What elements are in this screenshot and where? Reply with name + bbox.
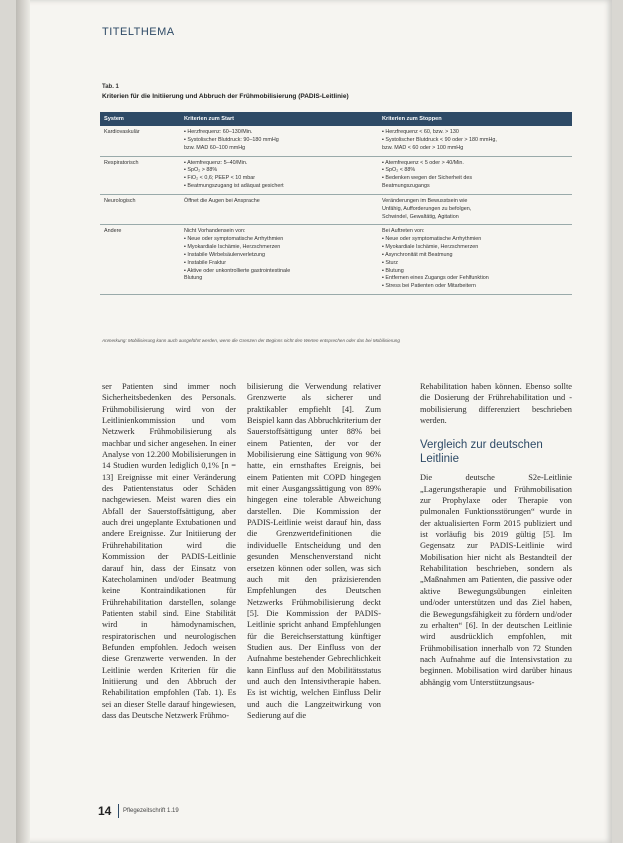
body-text: Rehabilitation haben können. Ebenso sollte die Dosierung der Frührehabilitation und -mobilisierung differenziert beschrieben werden. — [420, 382, 572, 426]
criterion-line: ▪ Neue oder symptomatische Arrhythmien — [382, 236, 482, 243]
criterion-line: ▪ Systolischer Blutdruck: 90–180 mmHg — [184, 136, 279, 143]
criterion-line: ▪ FiO₂ < 0,6; PEEP < 10 mbar — [184, 175, 256, 182]
text-column-3 — [420, 381, 572, 688]
body-text: ser Patienten sind immer noch Sicherheitsbedenken des Personals. Frühmobilisierung wird von der Leitlinienkommission und vom Netzwerk Frühmobilisierung als machbar und sicher angesehen. In einer Analyse von 12.200 Mobilisierungen in 14 Studien wurden lediglich 0,1% [n = 13] Ereignisse mit einer Veränderung des Patientenstatus oder Schäden nachgewiesen. Meist waren dies ein Abfall der Sauerstoffsättigung, aber auch drei ungeplante Extubationen und andere Ereignisse. Zur Initiierung der Frührehabilitation wird die Kommission der PADIS-Leitlinie darauf hin, dass der Einsatz von Katecholaminen und/oder Beatmung keine Kontraindikationen für Frührehabilitation darstellen, solange Patienten stabil sind. Eine Stabilität wird in hämodynamischen, respiratorischen und neurologischen Befunden empfohlen. Jedoch weisen diese Grenzwerte verwenden. In der Leitlinie werden Kriterien für die Initiierung und den Abbruch der Rehabilitation empfohlen (Tab. 1). Es sei an dieser Stelle darauf hingewiesen, dass das Deutsche Netzwerk Frühmo- — [102, 382, 236, 720]
table-label: Tab. 1 — [102, 84, 119, 90]
criterion-line: ▪ Herzfrequenz: 60–130/Min. — [184, 129, 253, 136]
criterion-line: ▪ Blutung — [382, 267, 404, 274]
criterion-line: ▪ Entfernen eines Zugangs oder Fehlfunktion — [382, 275, 489, 282]
criterion-line: Öffnet die Augen bei Ansprache — [184, 197, 260, 204]
criterion-line: ▪ Myokardiale Ischämie, Herzschmerzen — [382, 244, 479, 251]
start-criteria-cell — [180, 126, 378, 156]
section-label: TITELTHEMA — [102, 26, 175, 38]
criterion-line: ▪ SpO₂ < 88% — [382, 167, 416, 174]
criterion-line: ▪ Atemfrequenz: 5–40/Min. — [184, 159, 248, 166]
system-cell: Respiratorisch — [100, 156, 180, 194]
criterion-line: ▪ Neue oder symptomatische Arrhythmien — [184, 236, 284, 243]
criterion-line: Schwindel, Gewaltätig, Agitation — [382, 213, 459, 220]
body-text: Die deutsche S2e-Leitlinie „Lagerungstherapie und Frühmobilisation zur Prophylaxe oder Therapie von pulmonalen Funktionsstörungen“ wurde in der aktualisierten Form 2015 publiziert und ist vorläufig bis 2019 gültig [5]. Im Gegensatz zur PADIS-Leitlinie wird Mobilisation hier nicht als Bestandteil der Rehabilitation beschrieben, sondern als „Maßnahmen am Patienten, die passive oder aktive Bewegungsübungen einleiten und/oder unterstützen und das Ziel haben, die Bewegungsfähigkeit zu fördern und/oder zu erhalten“ [6]. In der deutschen Leitlinie wird ausdrücklich empfohlen, mit Frühmobilisation innerhalb von 72 Stunden nach Aufnahme auf die Intensivstation zu beginnen. Mobilisation wird darüber hinaus abhängig vom Unterstützungsaus- — [420, 473, 572, 687]
table-caption: Kriterien für die Initiierung und Abbruch der Frühmobilisierung (PADIS-Leitlinie) — [102, 93, 349, 100]
criterion-line: ▪ Instabile Wirbelsäulenverletzung — [184, 251, 266, 258]
criterion-line: Nicht Vorhandensein von: — [184, 228, 246, 235]
stop-criteria-cell — [378, 225, 572, 295]
section-heading: Vergleich zur deutschen Leitlinie — [420, 439, 543, 466]
criterion-line: ▪ Herzfrequenz < 60, bzw. > 130 — [382, 129, 459, 136]
criterion-line: ▪ Sturz — [382, 259, 398, 266]
criteria-table — [100, 112, 572, 295]
system-cell: Neurologisch — [100, 194, 180, 224]
stop-criteria-cell — [378, 126, 572, 156]
criterion-line: ▪ Stress bei Patienten oder Mitarbeitern — [382, 283, 476, 290]
text-column-1 — [102, 381, 236, 721]
table-header-row — [100, 112, 572, 126]
body-text: bilisierung die Verwendung relativer Grenzwerte als sicherer und praktikabler empfiehlt [4]. Zum Beispiel kann das Abbruchkriterium der Sauerstoffsättigung unter 88% bei einem Patienten, der vor der Mobilisierung eine Sättigung von 96% hatte, ein ernsthaftes Ereignis, bei einem Patienten mit COPD hingegen mit einer Ausgangssättigung von 89% hingegen eine tolerable Abweichung darstellen. Die Kommission der PADIS-Leitlinie weist darauf hin, dass die Grenzwertdefinitionen die individuelle Entscheidung und den gesunden Menschenverstand nicht ersetzen können oder sollen, was sich auch mit den präzisierenden Empfehlungen des Deutschen Netzwerks Frühmobilisierung deckt [5]. Die Kommission der PADIS-Leitlinie spricht anhand Empfehlungen für die Bereichserstattung künftiger Studien aus. Der Einfluss von der Aufnahme bestehender Gebrechlichkeit kann Einfluss auf den Mobilitätsstatus und auch den Intensivtherapie haben. Es ist wichtig, welchen Einfluss Delir und auch die Langzeitwirkung von Sedierung auf die — [247, 382, 381, 720]
table-row — [100, 126, 572, 156]
criterion-line: Blutung — [184, 275, 203, 282]
criterion-line: ▪ Aktive oder unkontrollierte gastrointestinale — [184, 267, 291, 274]
system-cell: Andere — [100, 225, 180, 295]
table-row — [100, 194, 572, 224]
criterion-line: ▪ SpO₂ > 88% — [184, 167, 218, 174]
criterion-line: ▪ Atemfrequenz < 5 oder > 40/Min. — [382, 159, 464, 166]
text-column-2 — [247, 381, 381, 721]
criterion-line: ▪ Bedenken wegen der Sicherheit des — [382, 175, 473, 182]
stop-criteria-cell — [378, 194, 572, 224]
criterion-line: Unfähig, Aufforderungen zu befolgen, — [382, 205, 472, 212]
criterion-line: Bei Auftreten von: — [382, 228, 425, 235]
page-number: 14 — [98, 804, 112, 818]
stop-criteria-cell — [378, 156, 572, 194]
criterion-line: Beatmungszugangs — [382, 183, 430, 190]
column-header-stop: Kriterien zum Stoppen — [378, 112, 572, 126]
criterion-line: ▪ Myokardiale Ischämie, Herzschmerzen — [184, 244, 281, 251]
table-row — [100, 156, 572, 194]
criterion-line: Veränderungen im Bewusstsein wie — [382, 197, 468, 204]
start-criteria-cell — [180, 194, 378, 224]
start-criteria-cell — [180, 156, 378, 194]
publication-name: Pflegezeitschrift 1.19 — [123, 808, 179, 814]
footer-divider — [118, 804, 119, 818]
criterion-line: ▪ Asynchronität mit Beatmung — [382, 251, 453, 258]
column-header-start: Kriterien zum Start — [180, 112, 378, 126]
column-header-system: System — [100, 112, 180, 126]
criterion-line: bzw. MAD 60–100 mmHg — [184, 144, 246, 151]
table-note: Anmerkung: Mobilisierung kann auch ausgeführt werden, wenn die Grenzen der Beginns nicht den Werten entsprechen oder das bei Mobilisierung — [102, 338, 400, 343]
criterion-line: bzw. MAD < 60 oder > 100 mmHg — [382, 144, 464, 151]
system-cell: Kardiovaskulär — [100, 126, 180, 156]
table-row — [100, 225, 572, 295]
start-criteria-cell — [180, 225, 378, 295]
page-gutter-shadow — [16, 0, 30, 843]
criterion-line: ▪ Systolischer Blutdruck < 90 oder > 180 mmHg, — [382, 136, 497, 143]
criterion-line: ▪ Instabile Fraktur — [184, 259, 227, 266]
criterion-line: ▪ Beatmungszugang ist adäquat gesichert — [184, 183, 284, 190]
